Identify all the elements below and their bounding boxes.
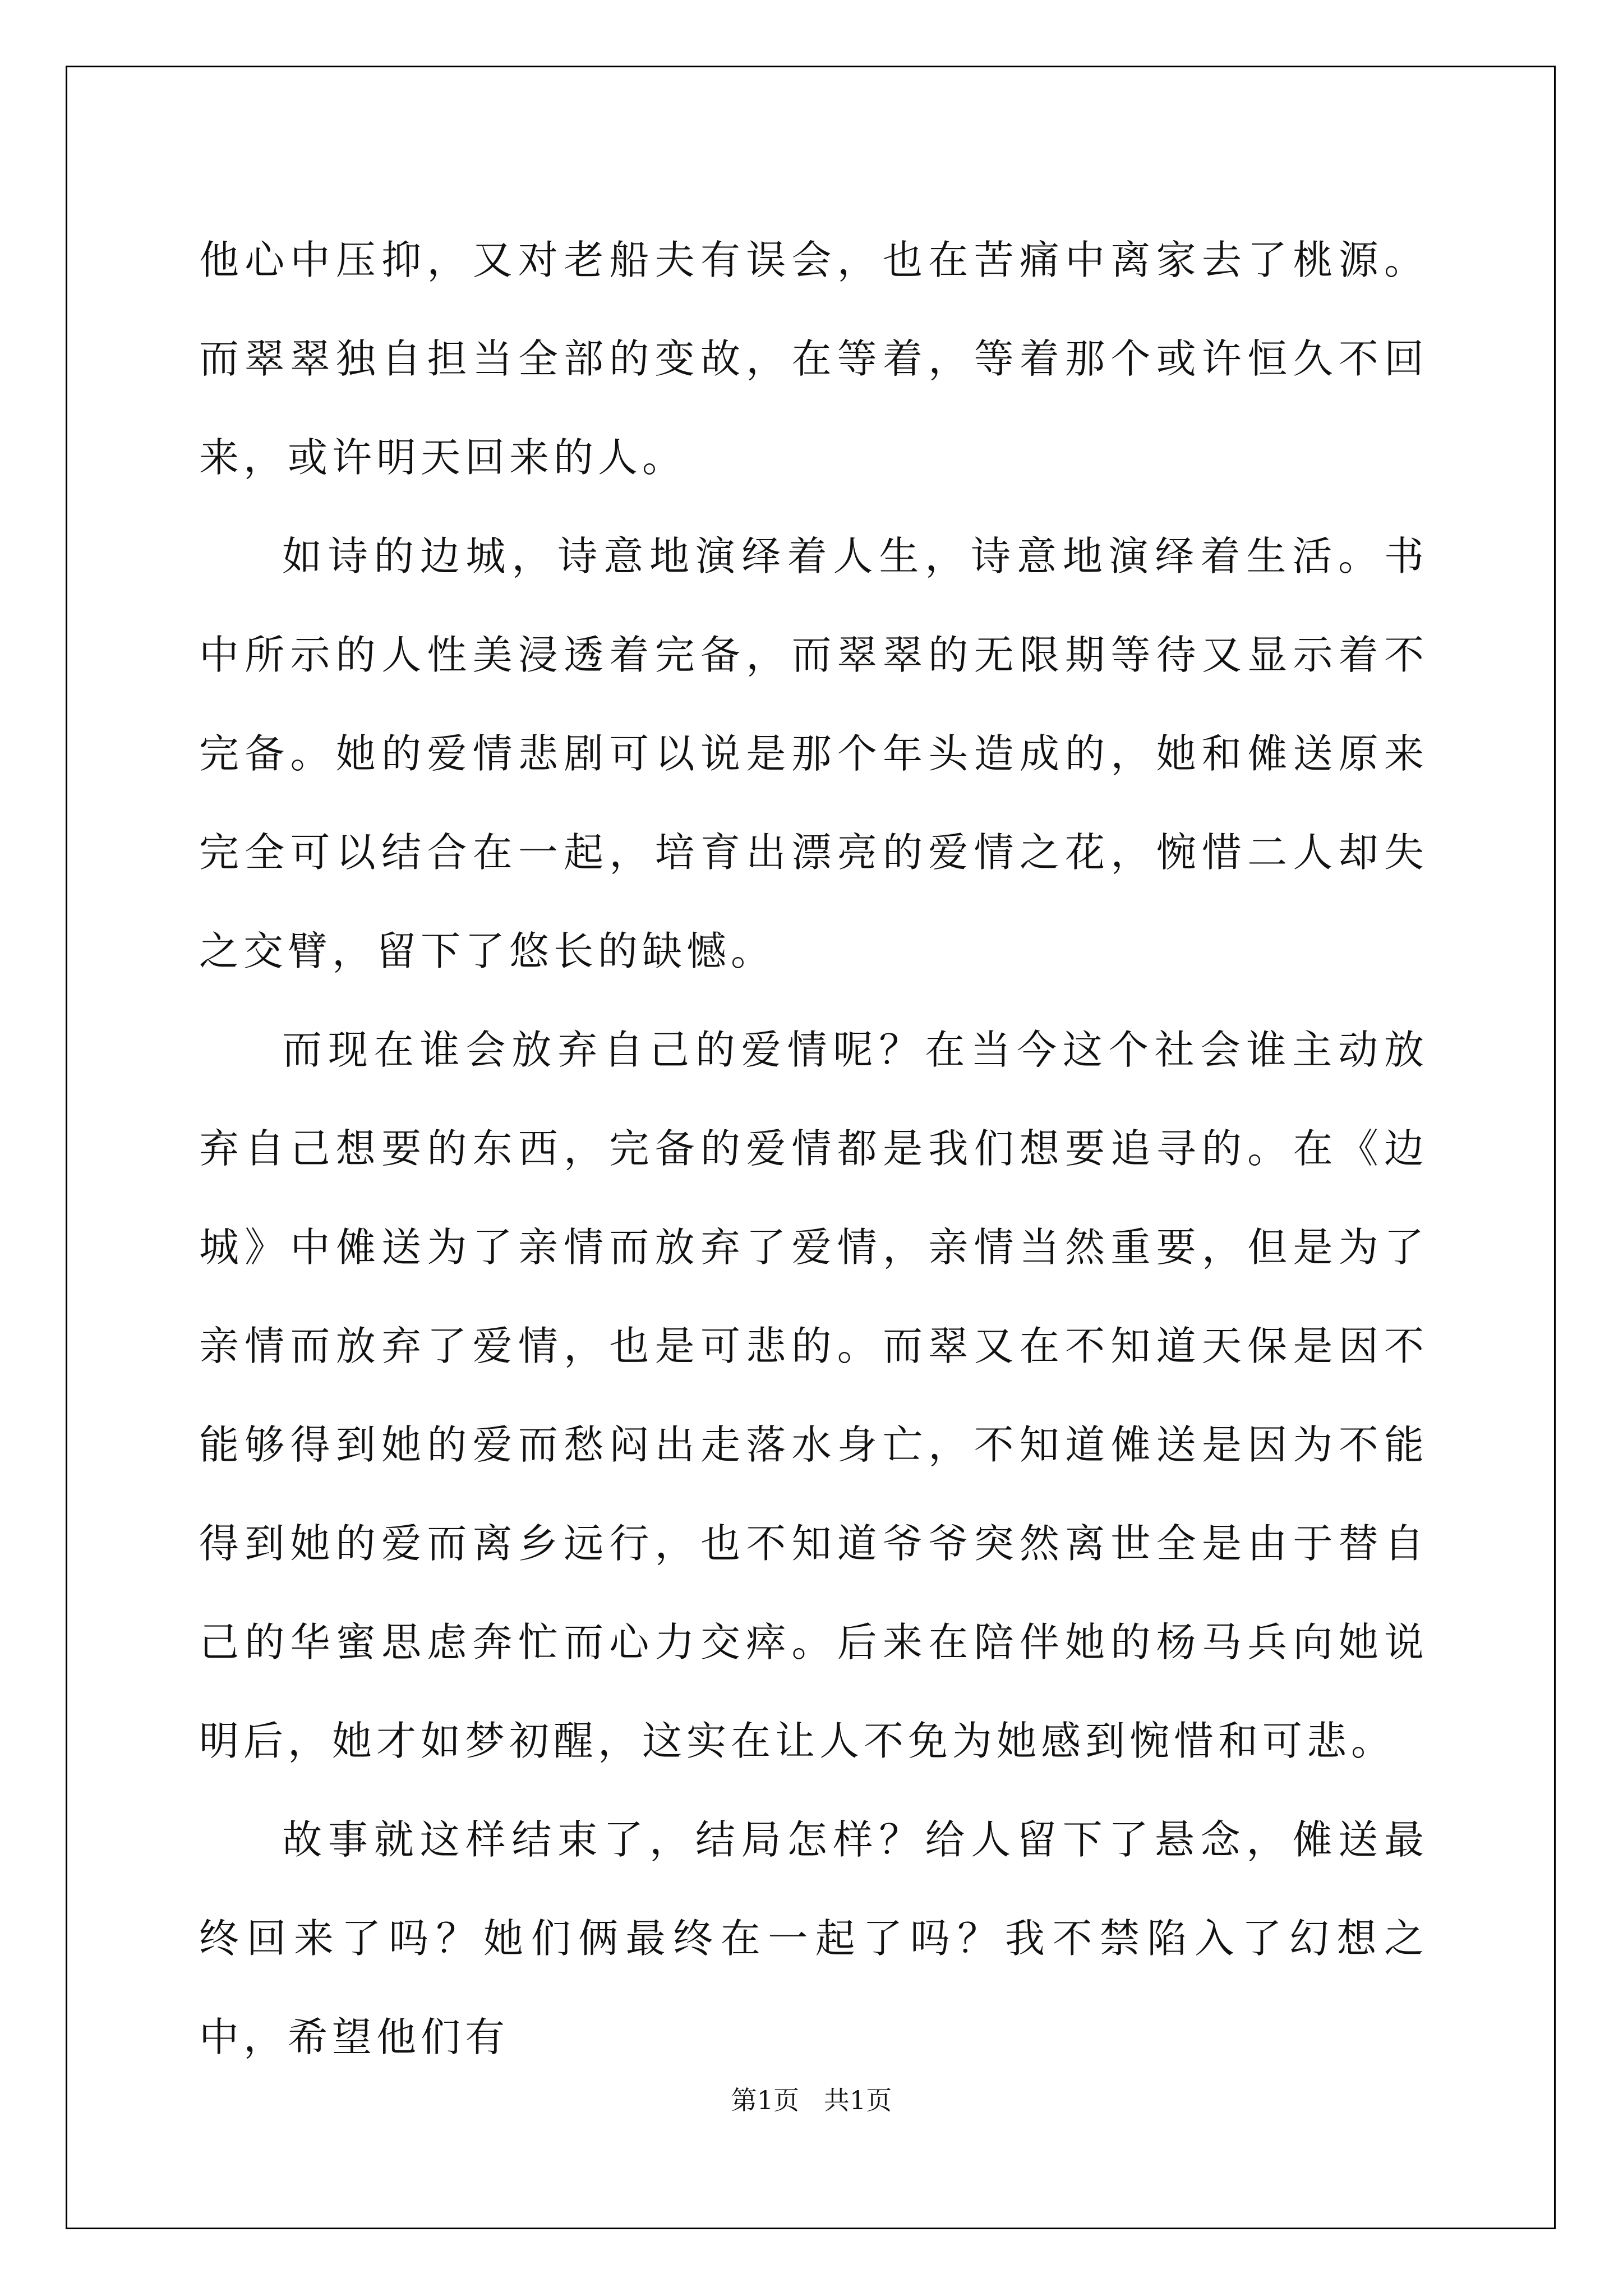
page-number-footer: 第1页 共1页	[731, 2085, 892, 2115]
paragraph-3: 而现在谁会放弃自己的爱情呢？在当今这个社会谁主动放弃自己想要的东西，完备的爱情都是我们想要追寻的。在《边城》中傩送为了亲情而放弃了爱情，亲情当然重要，但是为了亲情而放弃了爱情，也是可悲的。而翠又在不知道天保是因不能够得到她的爱而愁闷出走落水身亡，不知道傩送是因为不能得到她的爱而离乡远行，也不知道爷爷突然离世全是由于替自己的华蜜思虑奔忙而心力交瘁。后来在陪伴她的杨马兵向她说明后，她才如梦初醒，这实在让人不免为她感到惋惜和可悲。	[199, 1027, 1428, 1764]
paragraph-1: 他心中压抑，又对老船夫有误会，也在苦痛中离家去了桃源。而翠翠独自担当全部的变故，在等着，等着那个或许恒久不回来，或许明天回来的人。	[199, 237, 1428, 481]
paragraph-4: 故事就这样结束了，结局怎样？给人留下了悬念，傩送最终回来了吗？她们俩最终在一起了吗？我不禁陷入了幻想之中，希望他们有	[199, 1816, 1428, 2060]
paragraph-2: 如诗的边城，诗意地演绎着人生，诗意地演绎着生活。书中所示的人性美浸透着完备，而翠翠的无限期等待又显示着不完备。她的爱情悲剧可以说是那个年头造成的，她和傩送原来完全可以结合在一起，培育出漂亮的爱情之花，惋惜二人却失之交臂，留下了悠长的缺憾。	[199, 533, 1428, 974]
document-body	[199, 211, 1428, 2087]
